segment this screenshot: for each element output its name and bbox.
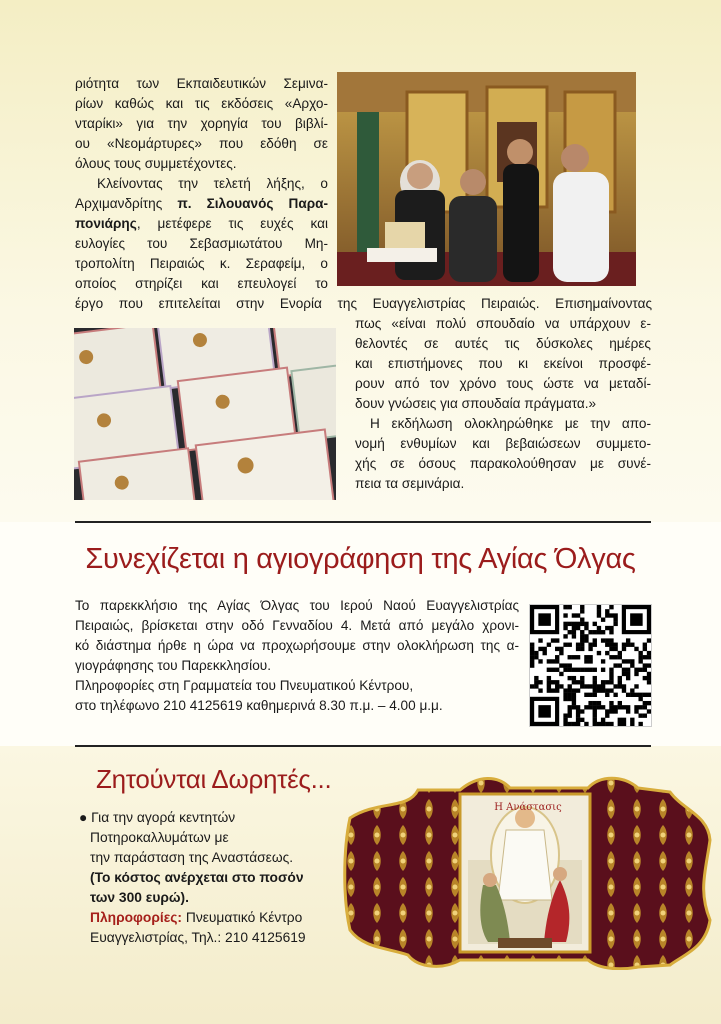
article-full-line bbox=[75, 294, 652, 314]
text-line: πως «είναι πολύ σπουδαίο να υπάρχουν ε- bbox=[355, 316, 651, 331]
text-line: Ποτηροκαλλυμάτων με bbox=[90, 830, 229, 845]
text-line: ρίων καθώς και τις εκδόσεις «Αρχο- bbox=[75, 96, 328, 111]
text-line: οποίος στηρίζει και επευλογεί το bbox=[75, 276, 328, 291]
text-line: γιογράφησης του Παρεκκλησίου. bbox=[75, 658, 271, 673]
text-line: όλους τους συμμετέχοντες. bbox=[75, 156, 237, 171]
text-span: Για την αγορά κεντητών bbox=[91, 810, 236, 825]
section-title: Συνεχίζεται η αγιογράφηση της Αγίας Όλγας bbox=[85, 543, 636, 575]
text-line: έργο που επιτελείται στην Ενορία της Ευαγγελιστρίας Πειραιώς. Επισημαίνοντας bbox=[75, 296, 652, 311]
article-left-column bbox=[75, 74, 328, 294]
text-line: δουν γνώσεις για σπουδαία πράγματα.» bbox=[355, 396, 597, 411]
text-line: και επιστήμονες που κι εκείνοι προσφέ- bbox=[355, 356, 651, 371]
chapel-notice bbox=[75, 596, 519, 716]
church-ceremony-photo bbox=[337, 72, 636, 286]
section-divider bbox=[75, 745, 651, 747]
text-line: ριότητα των Εκπαιδευτικών Σεμινα- bbox=[75, 76, 328, 91]
text-line: στο τηλέφωνο 210 4125619 καθημερινά 8.30 π.μ. – 4.00 μ.μ. bbox=[75, 698, 443, 713]
text-line: Πειραιώς, βρίσκεται στην οδό Γενναδίου 4. Μετά από μεγάλο χρονι- bbox=[75, 618, 519, 633]
cloth-caption: Η Ανάστασις bbox=[494, 802, 562, 813]
text-span: Πνευματικό Κέντρο bbox=[182, 910, 303, 925]
text-line: Το παρεκκλήσιο της Αγίας Όλγας του Ιερού Ναού Ευαγγελιστρίας bbox=[75, 598, 519, 613]
text-line bbox=[79, 808, 349, 828]
text-line: νομή ενθυμίων και βεβαιώσεων συμμετο- bbox=[355, 436, 651, 451]
article-right-column bbox=[342, 314, 651, 494]
text-line: χής σε όσους παρακολούθησαν με συνέ- bbox=[355, 456, 651, 471]
embroidered-cloth-image bbox=[338, 770, 720, 970]
certificates-photo bbox=[74, 328, 336, 500]
text-line bbox=[75, 214, 328, 234]
text-line: Πληροφορίες στη Γραμματεία του Πνευματικού Κέντρου, bbox=[75, 678, 414, 693]
archimandrite-name: π. Σιλουανός Παρα- bbox=[177, 196, 328, 211]
info-label: Πληροφορίες: bbox=[90, 910, 183, 925]
text-line: τροπολίτη Πειραιώς κ. Σεραφείμ, ο bbox=[75, 256, 328, 271]
qr-code-icon bbox=[530, 605, 651, 726]
text-span: , μετέφερε τις ευχές και bbox=[136, 216, 328, 231]
archimandrite-name-cont: πονιάρης bbox=[75, 216, 137, 231]
text-line: ου «Νεομάρτυρες» που εδόθη σε bbox=[75, 136, 328, 151]
section-divider bbox=[75, 521, 651, 523]
text-line bbox=[79, 908, 349, 928]
text-line: την παράσταση της Αναστάσεως. bbox=[90, 850, 294, 865]
text-line: Κλείνοντας την τελετή λήξης, ο bbox=[97, 176, 328, 191]
text-line: θελοντές σε αυτές τις δύσκολες ημέρες bbox=[355, 336, 651, 351]
donors-notice bbox=[79, 808, 349, 948]
text-line: Η εκδήλωση ολοκληρώθηκε με την απο- bbox=[370, 416, 651, 431]
text-line: Ευαγγελιστρίας, Τηλ.: 210 4125619 bbox=[90, 930, 306, 945]
text-line: κό διάστημα ήρθε η ώρα να προχωρήσουμε στην ολοκλήρωση της α- bbox=[75, 638, 519, 653]
bullet-icon: ● bbox=[79, 810, 92, 825]
text-line: των 300 ευρώ). bbox=[90, 890, 189, 905]
text-line bbox=[75, 194, 328, 214]
text-line: (Το κόστος ανέρχεται στο ποσόν bbox=[90, 870, 304, 885]
qr-code[interactable] bbox=[529, 604, 652, 727]
text-line: ευλογίες του Σεβασμιωτάτου Μη- bbox=[75, 236, 328, 251]
text-span: Αρχιμανδρίτης bbox=[75, 196, 178, 211]
text-line: νταρίκι» για την χορηγία του βιβλί- bbox=[75, 116, 328, 131]
section-title: Ζητούνται Δωρητές... bbox=[96, 764, 332, 794]
text-line: πεια τα σεμινάρια. bbox=[355, 476, 465, 491]
text-line: ρουν από τον χρόνο τους ώστε να μεταδί- bbox=[355, 376, 651, 391]
